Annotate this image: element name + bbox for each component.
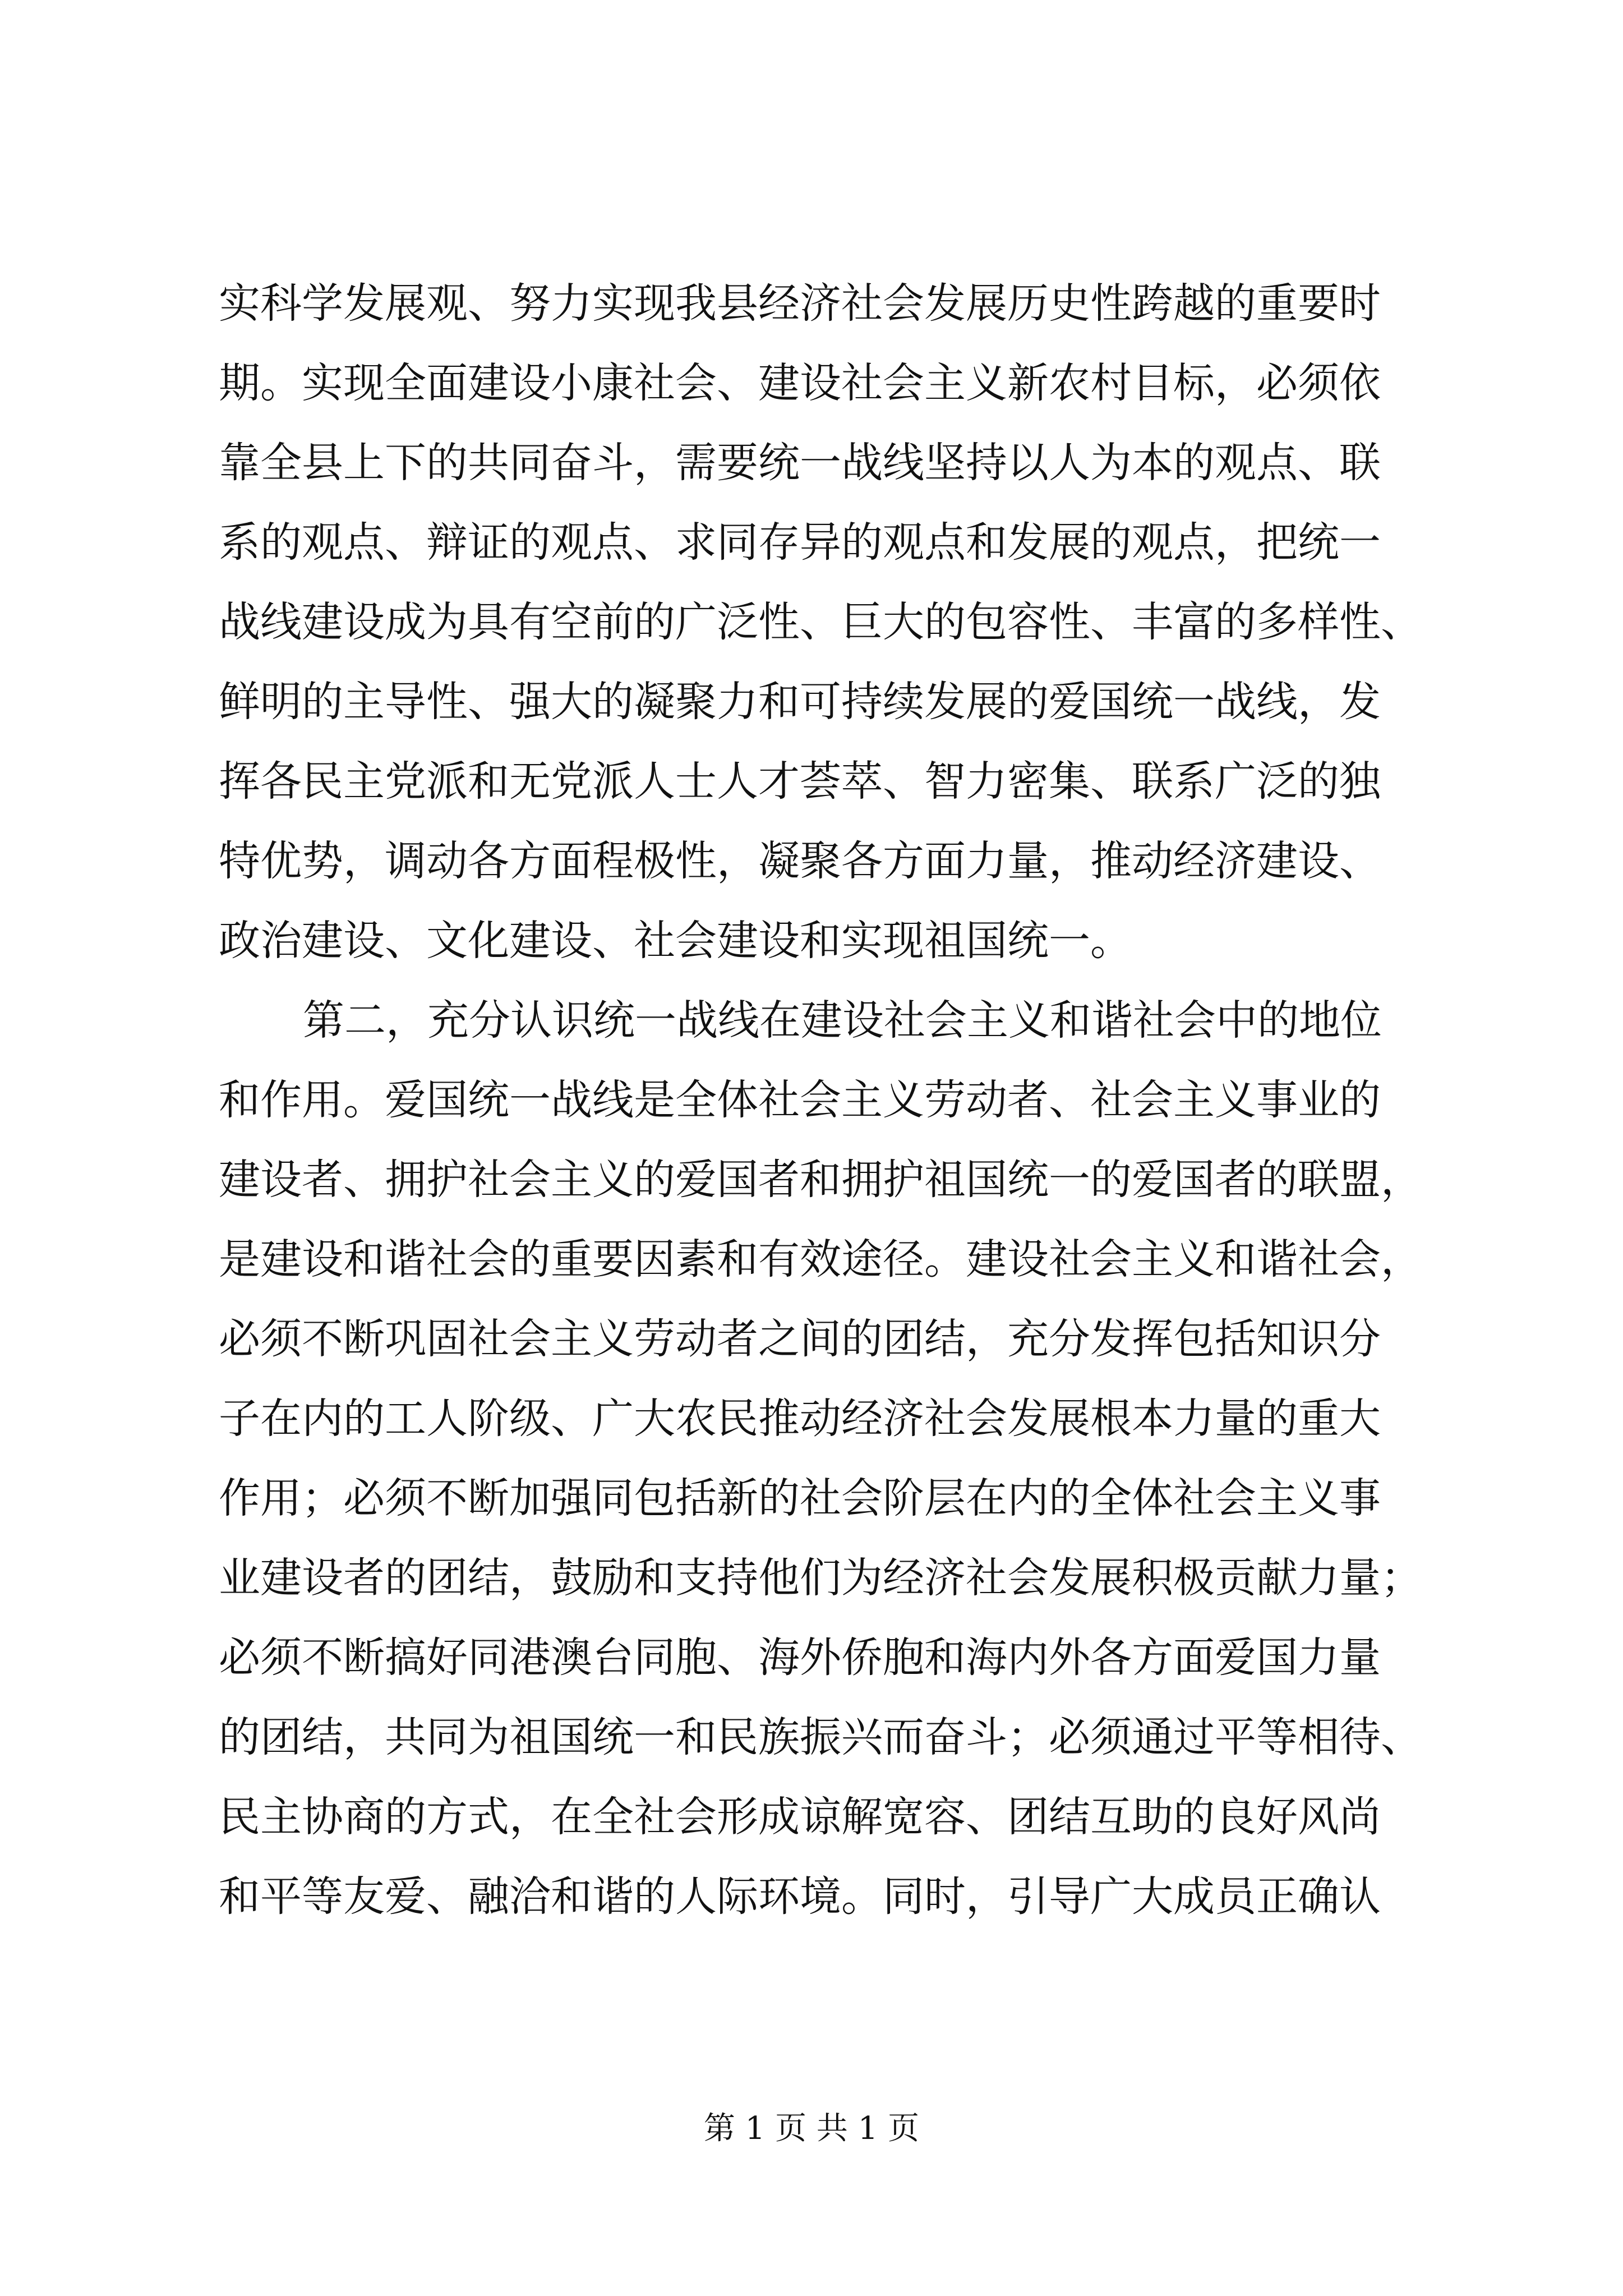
paragraph-line: 靠全县上下的共同奋斗，需要统一战线坚持以人为本的观点、联 (219, 439, 1381, 487)
paragraph-2 (219, 981, 1441, 1936)
paragraph-line: 和作用。爱国统一战线是全体社会主义劳动者、社会主义事业的 (219, 1076, 1381, 1124)
paragraph-line: 挥各民主党派和无党派人士人才荟萃、智力密集、联系广泛的独 (219, 757, 1381, 806)
paragraph-line: 业建设者的团结，鼓励和支持他们为经济社会发展积极贡献力量； (219, 1554, 1422, 1602)
paragraph-line: 期。实现全面建设小康社会、建设社会主义新农村目标，必须依 (219, 359, 1381, 407)
paragraph-line: 民主协商的方式，在全社会形成谅解宽容、团结互助的良好风尚 (219, 1793, 1381, 1841)
paragraph-line: 和平等友爱、融洽和谐的人际环境。同时，引导广大成员正确认 (219, 1872, 1381, 1921)
paragraph-line: 建设者、拥护社会主义的爱国者和拥护祖国统一的爱国者的联盟， (219, 1156, 1422, 1204)
paragraph-1 (219, 264, 1441, 981)
paragraph-line: 特优势，调动各方面程极性，凝聚各方面力量，推动经济建设、 (219, 837, 1381, 885)
paragraph-line: 实科学发展观、努力实现我县经济社会发展历史性跨越的重要时 (219, 279, 1381, 328)
paragraph-line: 是建设和谐社会的重要因素和有效途径。建设社会主义和谐社会， (219, 1235, 1422, 1283)
paragraph-line: 战线建设成为具有空前的广泛性、巨大的包容性、丰富的多样性、 (219, 598, 1422, 646)
paragraph-line: 作用；必须不断加强同包括新的社会阶层在内的全体社会主义事 (219, 1474, 1381, 1522)
paragraph-line-first: 第二，充分认识统一战线在建设社会主义和谐社会中的地位 (303, 996, 1382, 1045)
paragraph-line: 子在内的工人阶级、广大农民推动经济社会发展根本力量的重大 (219, 1395, 1381, 1443)
paragraph-line: 的团结，共同为祖国统一和民族振兴而奋斗；必须通过平等相待、 (219, 1713, 1422, 1761)
page-footer (0, 2109, 1623, 2148)
paragraph-line: 鲜明的主导性、强大的凝聚力和可持续发展的爱国统一战线，发 (219, 678, 1381, 726)
paragraph-line: 必须不断搞好同港澳台同胞、海外侨胞和海内外各方面爱国力量 (219, 1634, 1381, 1682)
body-text (219, 264, 1441, 1936)
paragraph-line: 系的观点、辩证的观点、求同存异的观点和发展的观点，把统一 (219, 518, 1381, 567)
paragraph-line: 政治建设、文化建设、社会建设和实现祖国统一。 (219, 917, 1132, 965)
paragraph-line: 必须不断巩固社会主义劳动者之间的团结，充分发挥包括知识分 (219, 1315, 1381, 1363)
page-number-label: 第 1 页 共 1 页 (703, 2110, 920, 2147)
